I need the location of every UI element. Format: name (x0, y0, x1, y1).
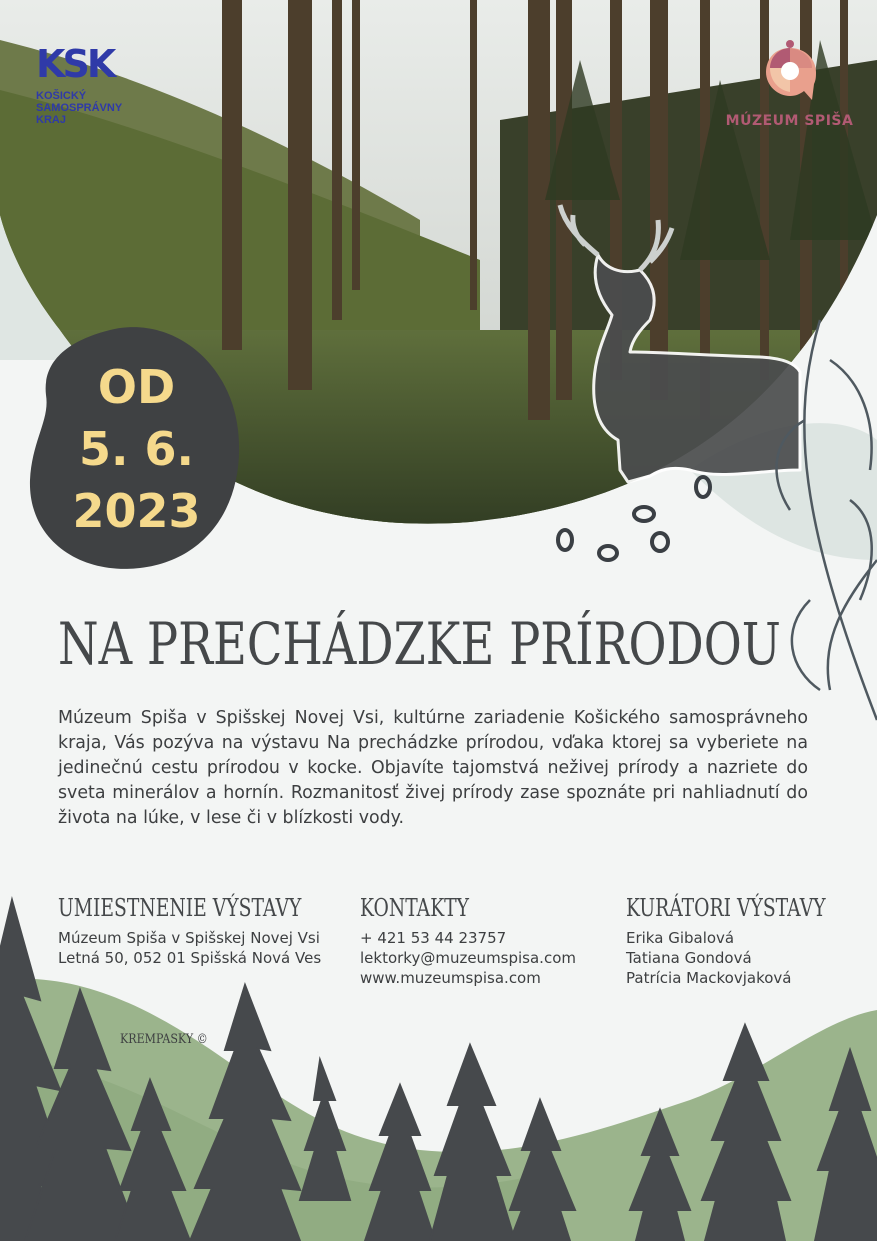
museum-logo-icon (760, 38, 820, 102)
intro-paragraph: Múzeum Spiša v Spišskej Novej Vsi, kultúrne zariadenie Košického samosprávneho kraja, Vás pozýva na výstavu Na prechádzke prírodou, vďaka ktorej sa vyberiete na jedinečnú cestu prírodou v kocke. Objavíte tajomstvá neživej prírody a nazriete do sveta minerálov a hornín. Rozmanitosť živej prírody zase spoznáte pri nahliadnutí do života na lúke, v lese či v blízkosti vody. (58, 708, 808, 828)
curators-heading: KURÁTORI VÝSTAVY (626, 894, 826, 922)
contacts-heading: KONTAKTY (360, 894, 470, 922)
muzeum-logo (722, 38, 857, 129)
curator-name: Erika Gibalová (626, 929, 735, 947)
date-badge-line: 5. 6. (79, 422, 194, 476)
artist-credit: KREMPASKY © (120, 1032, 208, 1047)
location-line: Letná 50, 052 01 Spišská Nová Ves (58, 949, 322, 967)
page-title: NA PRECHÁDZKE PRÍRODOU (58, 610, 781, 678)
contact-email-link[interactable]: lektorky@muzeumspisa.com (360, 949, 576, 967)
ksk-logo-line: SAMOSPRÁVNY (36, 102, 123, 114)
ksk-logo-line: KOŠICKÝ (36, 90, 87, 102)
muzeum-logo-name: MÚZEUM SPIŠA (725, 113, 854, 129)
contact-phone[interactable]: + 421 53 44 23757 (360, 929, 507, 947)
date-badge (34, 356, 239, 542)
ksk-logo-line: KRAJ (36, 114, 66, 126)
contacts-section (360, 894, 610, 988)
ksk-logo-text (36, 90, 146, 126)
curator-name: Patrícia Mackovjaková (626, 969, 792, 987)
ksk-logo-mark: KSK (36, 42, 114, 86)
date-badge-line: OD (97, 360, 176, 414)
location-heading: UMIESTNENIE VÝSTAVY (58, 894, 302, 922)
contact-website-link[interactable]: www.muzeumspisa.com (360, 969, 541, 987)
location-section (58, 894, 348, 968)
date-badge-line: 2023 (72, 484, 201, 538)
location-line: Múzeum Spiša v Spišskej Novej Vsi (58, 929, 320, 947)
ksk-logo (36, 44, 146, 126)
curator-name: Tatiana Gondová (626, 949, 752, 967)
curators-section (626, 894, 826, 988)
